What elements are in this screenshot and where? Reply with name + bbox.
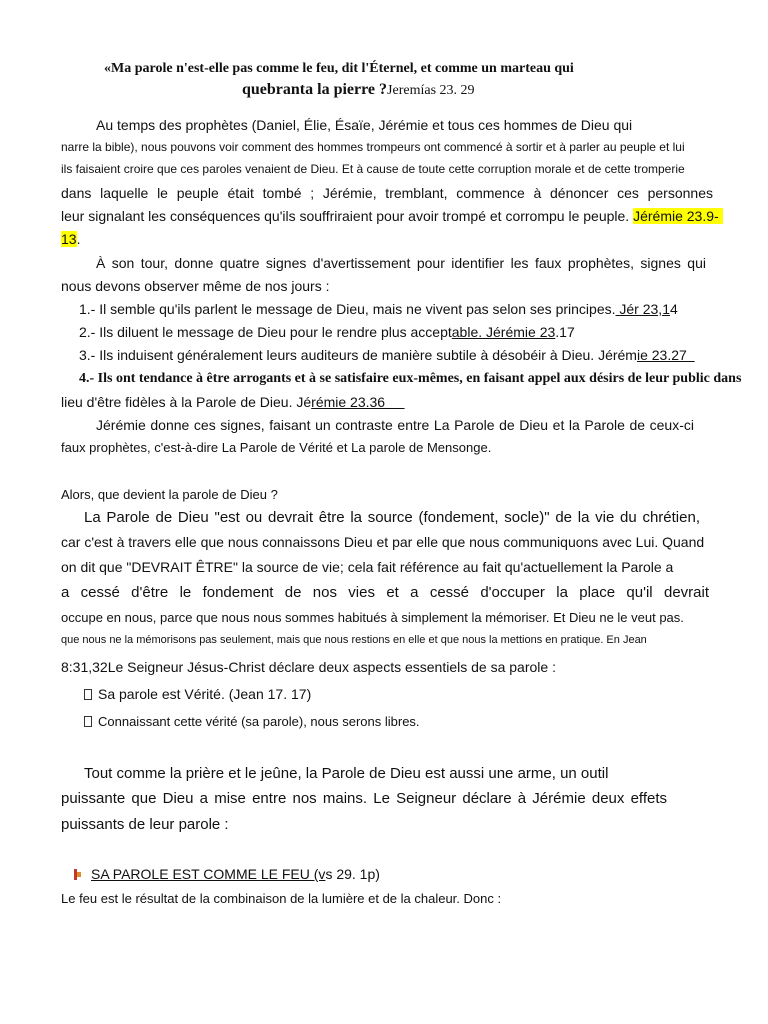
p1-line-3: ils faisaient croire que ces paroles venaient de Dieu. Et à cause de toute cette corruption morale et de cette tromperie: [61, 162, 685, 176]
sign-item-1: [79, 301, 678, 317]
p1-line-5: [61, 208, 723, 224]
p4-line-3: on dit que "DEVRAIT ÊTRE" la source de vie; cela fait référence au fait qu'actuellement la Parole a: [61, 559, 674, 575]
scripture-ref-highlight: Jérémie 23.9-: [633, 208, 723, 224]
title-line-2: [242, 81, 475, 99]
p1-line-5-text: leur signalant les conséquences qu'ils souffriraient pour avoir trompé et corrompu le peuple.: [61, 208, 630, 224]
scripture-ref-highlight-end: 13: [61, 231, 77, 247]
sign-item-3-ref: ie 23.27: [636, 347, 695, 363]
title-line-2-main: quebranta la pierre ?: [242, 81, 388, 98]
aspect-item-2-text: Connaissant cette vérité (sa parole), nous serons libres.: [98, 714, 420, 729]
checkbox-glyph-icon: [84, 689, 92, 700]
p5-line-1: Tout comme la prière et le jeûne, la Parole de Dieu est aussi une arme, un outil: [84, 765, 609, 782]
sign-item-3-text: 3.- Ils induisent généralement leurs auditeurs de manière subtile à désobéir à Dieu. Jérém: [79, 347, 637, 363]
section-heading: [74, 866, 380, 882]
sign-item-1-ref: Jér 23,1: [615, 301, 670, 317]
checkbox-glyph-icon: [84, 716, 92, 727]
p4-line-5: occupe en nous, parce que nous nous sommes habitués à simplement la mémoriser. Et Dieu ne le veut pas.: [61, 610, 684, 625]
p3-line-1: Jérémie donne ces signes, faisant un contraste entre La Parole de Dieu et la Parole de ceux-ci: [96, 417, 694, 433]
p4-line-1: La Parole de Dieu "est ou devrait être la source (fondement, socle)" de la vie du chrétien,: [84, 509, 700, 526]
p1-line-4: dans laquelle le peuple était tombé ; Jérémie, tremblant, commence à dénoncer ces personnes: [61, 185, 713, 201]
question-heading: Alors, que devient la parole de Dieu ?: [61, 487, 278, 502]
sign-item-2-ref: able. Jérémie 23: [451, 324, 556, 340]
sign-item-4-line-2-text: lieu d'être fidèles à la Parole de Dieu. Jé: [61, 394, 312, 410]
sign-item-1-end: 4: [669, 301, 678, 317]
sign-item-2: [79, 324, 575, 340]
p1-line-1: Au temps des prophètes (Daniel, Élie, Ésaïe, Jérémie et tous ces hommes de Dieu qui: [96, 117, 633, 133]
p2-line-2: nous devons observer même de nos jours :: [61, 278, 330, 294]
section-heading-text: SA PAROLE EST COMME LE FEU (v: [91, 866, 326, 882]
aspect-item-1-text: Sa parole est Vérité. (Jean 17. 17): [98, 686, 312, 702]
section-text: Le feu est le résultat de la combinaison de la lumière et de la chaleur. Donc :: [61, 891, 502, 906]
sign-item-4: 4.- Ils ont tendance à être arrogants et à se satisfaire eux-mêmes, en faisant appel aux désirs de leur public dans: [79, 371, 742, 386]
sign-item-2-text: 2.- Ils diluent le message de Dieu pour le rendre plus accept: [79, 324, 452, 340]
p5-line-3: puissants de leur parole :: [61, 816, 229, 833]
p4-line-2: car c'est à travers elle que nous connaissons Dieu et par elle que nous communiquons avec Lui. Quand: [61, 534, 705, 550]
section-heading-end: s 29. 1p): [325, 866, 380, 882]
aspect-item-2: [84, 714, 420, 729]
sign-item-4-ref: rémie 23.36: [311, 394, 405, 410]
p1-line-6-end: .: [76, 231, 81, 247]
sign-item-3: [79, 347, 695, 363]
p3-line-2: faux prophètes, c'est-à-dire La Parole de Vérité et La parole de Mensonge.: [61, 440, 492, 455]
arrow-bullet-icon: [74, 869, 81, 880]
sign-item-4-line-2: [61, 394, 405, 410]
p4-line-6: que nous ne la mémorisons pas seulement, mais que nous restions en elle et que nous la mettions en pratique. En Jean: [61, 634, 647, 646]
p4-line-4: a cessé d'être le fondement de nos vies et a cessé d'occuper la place qu'il devrait: [61, 584, 709, 601]
title-scripture-ref: Jeremías 23. 29: [387, 83, 475, 98]
p1-line-6: [61, 231, 80, 247]
p5-line-2: puissante que Dieu a mise entre nos mains. Le Seigneur déclare à Jérémie deux effets: [61, 790, 667, 807]
p2-line-1: À son tour, donne quatre signes d'avertissement pour identifier les faux prophètes, signes qui: [96, 255, 706, 271]
p4-line-7: 8:31,32Le Seigneur Jésus-Christ déclare deux aspects essentiels de sa parole :: [61, 659, 556, 675]
sign-item-2-end: .17: [555, 324, 575, 340]
aspect-item-1: [84, 686, 311, 702]
p1-line-2: narre la bible), nous pouvons voir comment des hommes trompeurs ont commencé à sortir et à parler au peuple et lui: [61, 140, 685, 154]
title-line-1: «Ma parole n'est-elle pas comme le feu, dit l'Éternel, et comme un marteau qui: [104, 61, 574, 76]
sign-item-1-text: 1.- Il semble qu'ils parlent le message de Dieu, mais ne vivent pas selon ses principes.: [79, 301, 616, 317]
